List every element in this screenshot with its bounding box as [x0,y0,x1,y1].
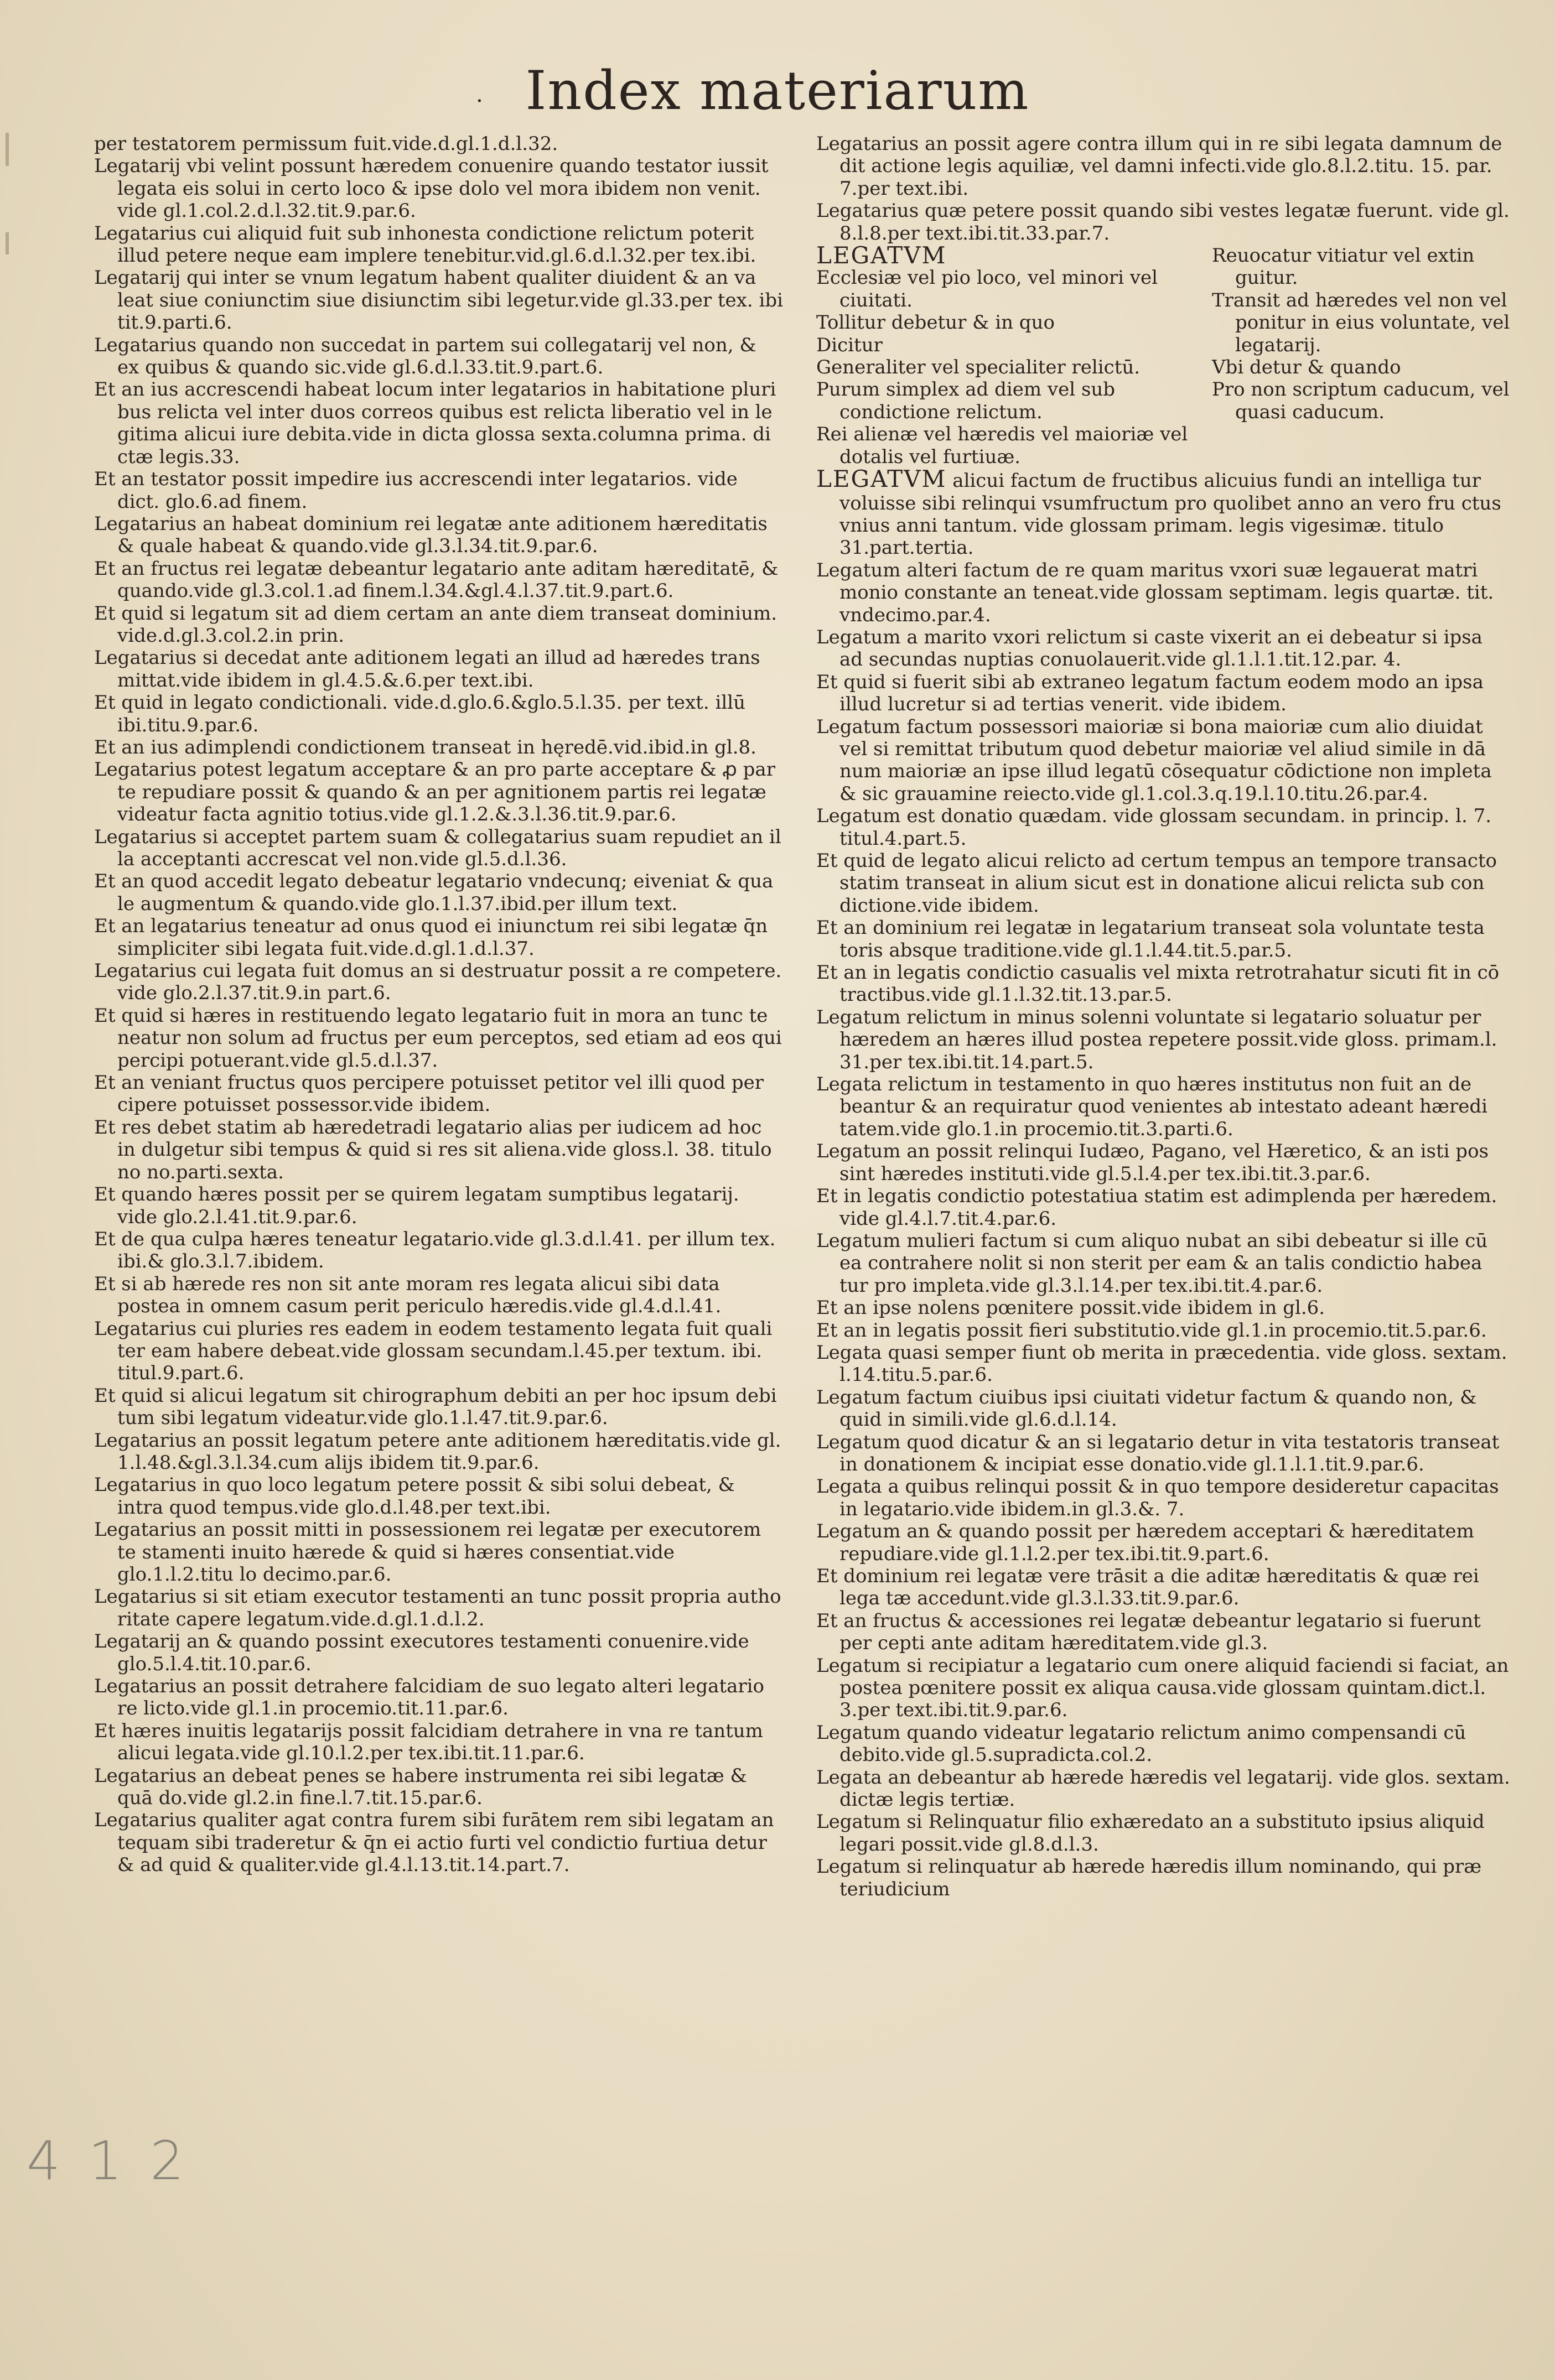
index-entry [816,850,1511,917]
legatum-subentry: Ecclesiæ vel pio loco, vel minori vel ciuitati. [816,267,1158,311]
entry-text: Et in legatis condictio potestatiua statim est adimplenda per hæredem. vide gl.4.l.7.tit.4.par.6. [816,1185,1497,1230]
index-entry [816,962,1511,1006]
index-entry: Et hæres inuitis legatarijs possit falcidiam detrahere in vna re tantum alicui legata.vide gl.10.l.2.per tex.ibi.tit.11.par.6. [94,1719,763,1765]
index-entry [816,1722,1511,1766]
index-entry: Et si ab hærede res non sit ante moram res legata alicui sibi data postea in omnem casum perit periculo hæredis.vide gl.4.d.l.41. [94,1272,722,1318]
entry-text: Legatum alteri factum de re quam maritus vxori suæ legauerat matri monio constante an teneat.vide glossam septimam. legis quartæ. tit. vndecimo.par.4. [816,559,1494,626]
index-entry [816,1565,1511,1610]
index-entry: Et quid si hæres in restituendo legato legatario fuit in mora an tunc te neatur non solum ad fructus per eum perceptos, sed etiam ad eos qui percipi potuerant.vide gl.5.d.l.37. [94,1004,782,1072]
entry-text: Et an dominium rei legatæ in legatarium transeat sola voluntate testa toris absque traditione.vide gl.1.l.44.tit.5.par.5. [816,917,1485,962]
index-entry [816,1297,1511,1319]
index-entry: Legatarij vbi velint possunt hæredem conuenire quando testator iussit legata eis solui in certo loco & ipse dolo vel mora ibidem non venit. vide gl.1.col.2.d.l.32.tit.9.par.6. [94,155,769,222]
index-entry: Et an fructus rei legatæ debeantur legatario ante aditam hæreditatē, & quando.vide gl.3.col.1.ad finem.l.34.&gl.4.l.37.tit.9.part.6. [94,557,779,602]
legatum-subentry: Purum simplex ad diem vel sub condictione relictum. [816,378,1116,423]
legatum-subentry: Rei alienæ vel hæredis vel maioriæ vel dotalis vel furtiuæ. [816,423,1188,468]
index-entry: Et quid si legatum sit ad diem certam an ante diem transeat dominium. vide.d.gl.3.col.2.in prin. [94,602,778,647]
index-entry: Et an ius accrescendi habeat locum inter legatarios in habitatione pluri bus relicta vel inter duos correos quibus est relicta liberatio vel in le gitima alicui iure debita.vide in dicta glossa sexta.columna prima. di ctæ legis.33. [94,378,776,468]
index-entry: Legatarius si decedat ante aditionem legati an illud ad hæredes trans mittat.vide ibidem in gl.4.5.&.6.per text.ibi. [94,647,760,692]
index-entry [816,1811,1511,1856]
index-entry: Legatarius an possit legatum petere ante aditionem hæreditatis.vide gl. 1.l.48.&gl.3.l.34.cum alijs ibidem tit.9.par.6. [94,1429,781,1474]
entry-text: Et an ipse nolens pœnitere possit.vide ibidem in gl.6. [816,1297,1325,1319]
index-entry [816,1006,1511,1073]
index-entry [816,1073,1511,1140]
entry-text: Legatum an possit relinqui Iudæo, Pagano, vel Hæretico, & an isti pos sint hæredes instituti.vide gl.5.l.4.per tex.ibi.tit.3.par.6. [816,1140,1489,1185]
entry-text: Legata an debeantur ab hærede hæredis vel legatarij. vide glos. sextam. dictæ legis tertiæ. [816,1766,1510,1811]
entry-text: Legatum factum ciuibus ipsi ciuitati videtur factum & quando non, & quid in simili.vide gl.6.d.l.14. [816,1386,1477,1431]
legatum-summary-right [1212,245,1511,468]
index-entry [816,917,1511,962]
entry-text: Et an in legatis condictio casualis vel mixta retrotrahatur sicuti fit in cō tractibus.vide gl.1.l.32.tit.13.par.5. [816,962,1500,1006]
index-entry: Legatarius cui aliquid fuit sub inhonesta condictione relictum poterit illud petere neque eam implere tenebitur.vid.gl.6.d.l.32.per tex.ibi. [94,222,756,267]
index-entry [816,1319,1511,1342]
index-entry [816,805,1511,850]
index-entry [816,716,1511,806]
index-entry: Et an legatarius teneatur ad onus quod ei iniunctum rei sibi legatæ q̄n simpliciter sibi legata fuit.vide.d.gl.1.d.l.37. [94,915,768,960]
index-entry [816,1342,1511,1386]
edge-mark [6,133,9,166]
entry-text: Et quid si fuerit sibi ab extraneo legatum factum eodem modo an ipsa illud lucretur si ad tertias venerit. vide ibidem. [816,671,1484,716]
entry-text: Legatum an & quando possit per hæredem acceptari & hæreditatem repudiare.vide gl.1.l.2.per tex.ibi.tit.9.part.6. [816,1520,1474,1565]
index-entry: Et an veniant fructus quos percipere potuisset petitor vel illi quod per cipere potuisset possessor.vide ibidem. [94,1072,764,1116]
left-column [94,133,783,1877]
index-entry [816,1520,1511,1565]
index-entry: Legatarius si sit etiam executor testamenti an tunc possit propria autho ritate capere legatum.vide.d.gl.1.d.l.2. [94,1586,781,1630]
index-entry [816,465,1511,559]
entry-text: Legatum relictum in minus solenni voluntate si legatario soluatur per hæredem an hæres illud postea repetere possit.vide gloss. primam.l. 31.per tex.ibi.tit.14.part.5. [816,1006,1497,1073]
index-entry: Legatarius an habeat dominium rei legatæ ante aditionem hæreditatis & quale habeat & quando.vide gl.3.l.34.tit.9.par.6. [94,512,768,558]
index-entry: Et quando hæres possit per se quirem legatam sumptibus legatarij. vide glo.2.l.41.tit.9.par.6. [94,1183,739,1228]
index-entry: Et quid in legato condictionali. vide.d.glo.6.&glo.5.l.35. per text. illū ibi.titu.9.par.6. [94,692,745,736]
index-entry [816,559,1511,626]
page-title: Index materiarum [525,60,1030,122]
legatum-keyword: LEGATVM [816,242,947,269]
index-entry: Legatarius an possit detrahere falcidiam de suo legato alteri legatario re licto.vide gl.1.in procemio.tit.11.par.6. [94,1675,764,1720]
entry-text: Legatum mulieri factum si cum aliquo nubat an sibi debeatur si ille cū ea contrahere nolit si non sterit per eam & an talis condictio habea tur pro impleta.vide gl.3.l.14.per tex.ibi.tit.4.par.6. [816,1229,1488,1297]
legatum-summary-block [816,242,1511,468]
legatum-subentry: Transit ad hæredes vel non vel ponitur in eius voluntate, vel legatarij. [1212,289,1510,356]
legatum-subentry: Vbi detur & quando [1212,356,1401,379]
index-entry: Legatarius in quo loco legatum petere possit & sibi solui debeat, & intra quod tempus.vide glo.d.l.48.per text.ibi. [94,1474,735,1519]
entry-text: Legatum quando videatur legatario relictum animo compensandi cū debito.vide gl.5.supradicta.col.2. [816,1721,1466,1766]
header-dot: . [476,82,483,107]
right-column [816,133,1511,1900]
handwritten-page-number: 4 1 2 [27,2130,190,2192]
legatum-subentry: Reuocatur vitiatur vel extin guitur. [1212,245,1475,289]
entry-text: Et an fructus & accessiones rei legatæ debeantur legatario si fuerunt per cepti ante aditam hæreditatem.vide gl.3. [816,1609,1481,1655]
index-entry: Et an quod accedit legato debeatur legatario vndecunq; eiveniat & qua le augmentum & quando.vide glo.1.l.37.ibid.per illum text. [94,870,774,915]
legatum-subentry: Tollitur debetur & in quo [816,311,1055,334]
index-entry: Legatarius an possit mitti in possessionem rei legatæ per executorem te stamenti inuito hærede & quid si hæres consentiat.vide glo.1.l.2.titu lo decimo.par.6. [94,1519,761,1586]
index-entry: Legatarius an debeat penes se habere instrumenta rei sibi legatæ & quā do.vide gl.2.in fine.l.7.tit.15.par.6. [94,1764,747,1810]
index-entry [816,1431,1511,1476]
index-entry: Et an testator possit impedire ius accrescendi inter legatarios. vide dict. glo.6.ad finem. [94,468,738,513]
entry-text: Legata a quibus relinqui possit & in quo tempore desideretur capacitas in legatario.vide ibidem.in gl.3.&. 7. [816,1475,1499,1520]
index-entry [816,626,1511,671]
entry-text: Et dominium rei legatæ vere trāsit a die aditæ hæreditatis & quæ rei lega tæ accedunt.vide gl.3.l.33.tit.9.par.6. [816,1565,1479,1610]
entry-text: Et an in legatis possit fieri substitutio.vide gl.1.in procemio.tit.5.par.6. [816,1319,1487,1342]
index-entry: Et an ius adimplendi condictionem transeat in hęredē.vid.ibid.in gl.8. [94,736,756,758]
page-header [0,60,1555,122]
legatum-subentry: Dicitur [816,334,883,356]
index-entry: per testatorem permissum fuit.vide.d.gl.1.d.l.32. [94,133,558,155]
entry-text: Legata relictum in testamento in quo hæres institutus non fuit an de beantur & an requiratur quod venientes ab intestato adeant hæredi tatem.vide glo.1.in procemio.tit.3.parti.6. [816,1073,1488,1140]
right-column-top [816,133,1511,245]
index-entry [816,1386,1511,1431]
index-entry: Legatarius si acceptet partem suam & collegatarius suam repudiet an il la acceptanti accrescat vel non.vide gl.5.d.l.36. [94,825,781,870]
entry-text: alicui factum de fructibus alicuius fundi an intelliga tur voluisse sibi relinqui vsumfructum pro quolibet anno an vero fru ctus vnius anni tantum. vide glossam primam. legis vigesimæ. titulo 31.part.tertia. [839,470,1501,559]
index-entry [816,1140,1511,1185]
index-entry [816,1185,1511,1230]
index-entry [816,671,1511,716]
edge-mark [6,232,9,254]
index-entry: Et res debet statim ab hæredetradi legatario alias per iudicem ad hoc in dulgetur sibi tempus & quid si res sit aliena.vide gloss.l. 38. titulo no no.parti.sexta. [94,1116,772,1183]
index-entry: Et quid si alicui legatum sit chirographum debiti an per hoc ipsum debi tum sibi legatum videatur.vide glo.1.l.47.tit.9.par.6. [94,1384,777,1430]
index-entry [816,1475,1511,1520]
entry-text: Legatum si Relinquatur filio exhæredato an a substituto ipsius aliquid legari possit.vide gl.8.d.l.3. [816,1811,1485,1856]
legatum-summary-left [816,242,1193,468]
index-entry: Et de qua culpa hæres teneatur legatario.vide gl.3.d.l.41. per illum tex. ibi.& glo.3.l.7.ibidem. [94,1228,776,1273]
index-entry [816,1610,1511,1655]
legatum-subentry: Generaliter vel specialiter relictū. [816,356,1141,379]
entry-keyword: LEGATVM [816,465,947,493]
entry-text: Legatum factum possessori maioriæ si bona maioriæ cum alio diuidat vel si remittat tributum quod debetur maioriæ vel aliud simile in dā num maioriæ an ipse illud legatū cōsequatur cōdictione non impleta & sic grauamine reiecto.vide gl.1.col.3.q.19.l.10.titu.26.par.4. [816,715,1492,805]
entry-text: Legatum si recipiatur a legatario cum onere aliquid faciendi si faciat, an postea pœnitere possit ex aliqua causa.vide glossam quintam.dict.l. 3.per text.ibi.tit.9.par.6. [816,1654,1509,1722]
index-entry [816,1856,1511,1900]
index-entry: Legatarij qui inter se vnum legatum habent qualiter diuident & an va leat siue coniunctim siue disiunctim sibi legetur.vide gl.33.per tex. ibi tit.9.parti.6. [94,267,783,334]
index-entry: Legatarij an & quando possint executores testamenti conuenire.vide glo.5.l.4.tit.10.par.6. [94,1630,749,1675]
index-entry: Legatarius cui legata fuit domus an si destruatur possit a re competere. vide glo.2.l.37.tit.9.in part.6. [94,960,782,1005]
entry-text: Legatum si relinquatur ab hærede hæredis illum nominando, qui præ teriudicium [816,1856,1482,1900]
index-entry: Legatarius an possit agere contra illum qui in re sibi legata damnum de dit actione legis aquiliæ, vel damni infecti.vide glo.8.l.2.titu. 15. par. 7.per text.ibi. [816,133,1502,200]
index-entry: Legatarius quando non succedat in partem sui collegatarij vel non, & ex quibus & quando sic.vide gl.6.d.l.33.tit.9.part.6. [94,334,756,379]
index-entry [816,1230,1511,1297]
index-entry: Legatarius potest legatum acceptare & an pro parte acceptare & ꝓ par te repudiare possit & quando & an per agnitionem partis rei legatæ videatur facta agnitio totius.vide gl.1.2.&.3.l.36.tit.9.par.6. [94,758,775,826]
legatum-subentry: Pro non scriptum caducum, vel quasi caducum. [1212,378,1510,423]
index-entry [816,1766,1511,1811]
index-entry: Legatarius qualiter agat contra furem sibi furātem rem sibi legatam an tequam sibi traderetur & q̄n ei actio furti vel condictio furtiua detur & ad quid & qualiter.vide gl.4.l.13.tit.14.part.7. [94,1809,774,1877]
entry-text: Legatum a marito vxori relictum si caste vixerit an ei debeatur si ipsa ad secundas nuptias conuolauerit.vide gl.1.l.1.tit.12.par. 4. [816,626,1483,671]
right-column-bottom [816,465,1511,1900]
index-entry: Legatarius quæ petere possit quando sibi vestes legatæ fuerunt. vide gl. 8.l.8.per text.ibi.tit.33.par.7. [816,200,1510,245]
entry-text: Legata quasi semper fiunt ob merita in præcedentia. vide gloss. sextam. l.14.titu.5.par.6. [816,1341,1507,1386]
index-entry [816,1655,1511,1722]
index-entry: Legatarius cui pluries res eadem in eodem testamento legata fuit quali ter eam habere debeat.vide glossam secundam.l.45.per textum. ibi. titul.9.part.6. [94,1317,773,1385]
entry-text: Et quid de legato alicui relicto ad certum tempus an tempore transacto statim transeat in alium sicut est in donatione alicui relicta sub con dictione.vide ibidem. [816,850,1497,917]
entry-text: Legatum est donatio quædam. vide glossam secundam. in princip. l. 7. titul.4.part.5. [816,805,1492,850]
entry-text: Legatum quod dicatur & an si legatario detur in vita testatoris transeat in donationem & incipiat esse donatio.vide gl.1.l.1.tit.9.par.6. [816,1431,1500,1475]
